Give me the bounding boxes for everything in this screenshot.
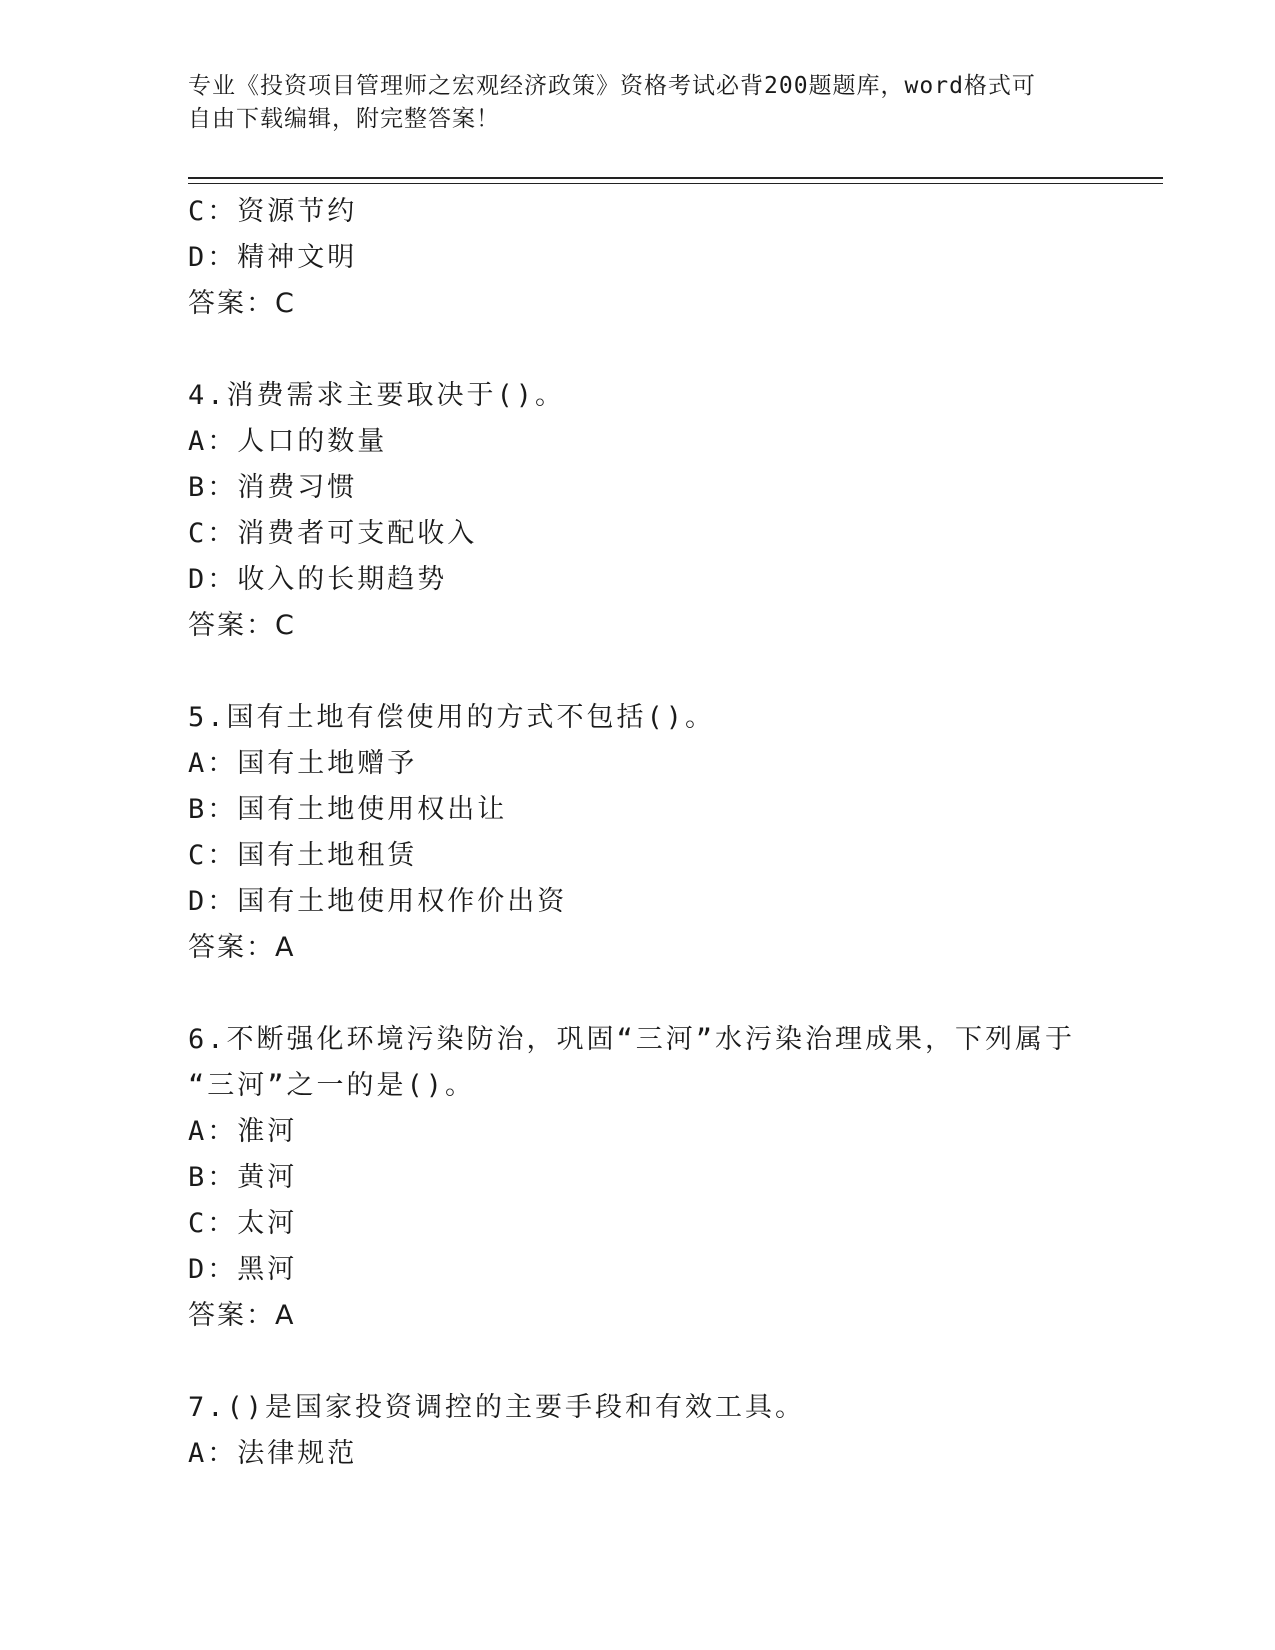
question-6-text-line-1: 6.不断强化环境污染防治，巩固“三河”水污染治理成果，下列属于 (188, 1024, 1076, 1055)
question-4-answer: 答案：C (188, 610, 296, 641)
question-6-option-c: C：太河 (188, 1208, 298, 1239)
question-5-option-c: C：国有土地租赁 (188, 840, 418, 871)
question-4-option-c: C：消费者可支配收入 (188, 518, 478, 549)
question-5-option-b: B：国有土地使用权出让 (188, 794, 508, 825)
option-c: C：资源节约 (188, 196, 358, 227)
header-divider-thin (188, 183, 1163, 184)
question-6-option-d: D：黑河 (188, 1254, 298, 1285)
question-5-answer: 答案：A (188, 932, 296, 963)
option-d: D：精神文明 (188, 242, 358, 273)
header-title-line-2: 自由下载编辑，附完整答案！ (188, 106, 500, 132)
question-5-option-d: D：国有土地使用权作价出资 (188, 886, 568, 917)
document-header (188, 70, 1068, 136)
question-4-option-b: B：消费习惯 (188, 472, 358, 503)
question-5-text: 5.国有土地有偿使用的方式不包括()。 (188, 702, 716, 733)
question-5-option-a: A：国有土地赠予 (188, 748, 418, 779)
question-7-option-a: A：法律规范 (188, 1438, 358, 1469)
question-4-text: 4.消费需求主要取决于()。 (188, 380, 566, 411)
question-7-text: 7.()是国家投资调控的主要手段和有效工具。 (188, 1392, 806, 1423)
question-4-option-a: A：人口的数量 (188, 426, 388, 457)
question-6-answer: 答案：A (188, 1300, 296, 1331)
question-list (188, 189, 1163, 1477)
question-6-option-b: B：黄河 (188, 1162, 298, 1193)
header-title-line-1: 专业《投资项目管理师之宏观经济政策》资格考试必背200题题库，word格式可 (188, 73, 1036, 99)
question-6-option-a: A：淮河 (188, 1116, 298, 1147)
question-4-option-d: D：收入的长期趋势 (188, 564, 448, 595)
question-6-text-line-2: “三河”之一的是()。 (188, 1070, 476, 1101)
header-divider-thick (188, 177, 1163, 179)
answer-line: 答案：C (188, 288, 296, 319)
